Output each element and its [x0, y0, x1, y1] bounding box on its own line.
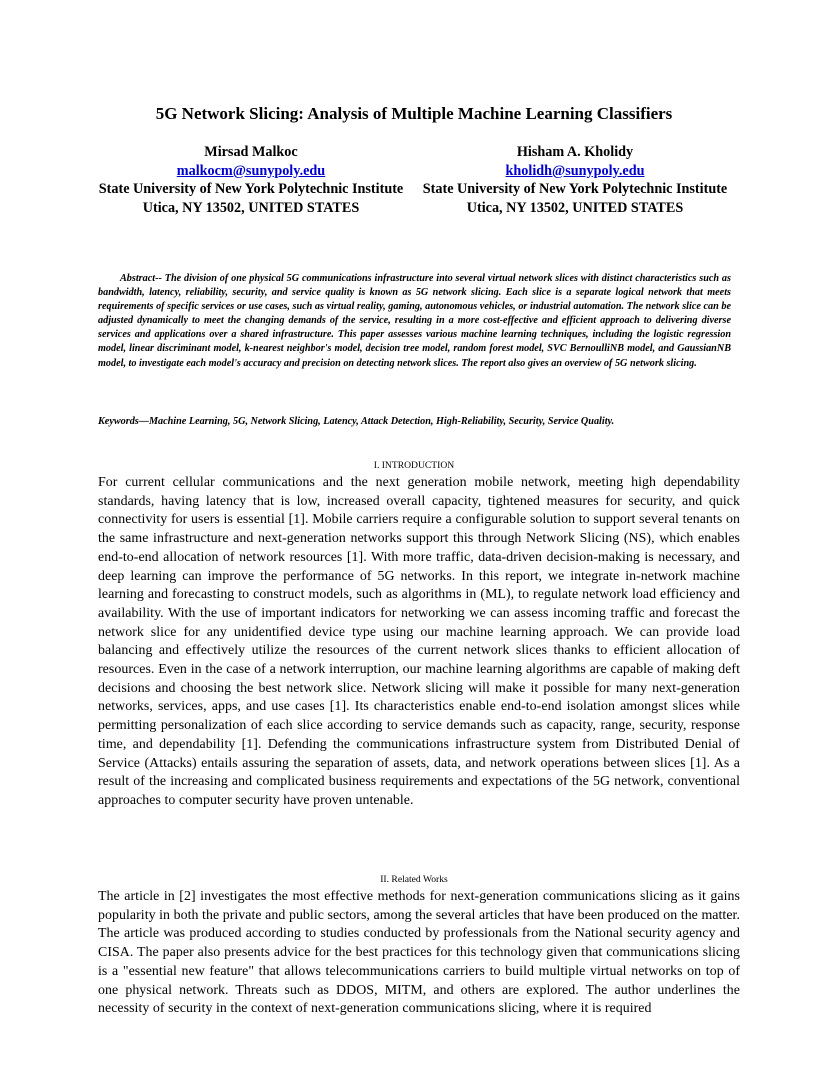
section-heading-introduction: I. INTRODUCTION [373, 460, 455, 471]
author-affiliation: State University of New York Polytechnic Institute Utica, NY 13502, UNITED STATES [422, 181, 728, 216]
abstract: Abstract-- The division of one physical 5G communications infrastructure into several virtual network slices with distinct characteristics such as bandwidth, latency, reliability, security, and service quality is known as 5G network slicing. Each slice is a separate logical network that meets requirements of specific services or use cases, such as virtual reality, gaming, autonomous vehicles, or industrial automation. The network slice can be adjusted dynamically to meet the changing demands of the service, resulting in a more cost-effective and efficient approach to delivering diverse services and applications over a shared infrastructure. This paper assesses various machine learning techniques, including the logistic regression model, linear discriminant model, k-nearest neighbor's model, decision tree model, random forest model, SVC BernoulliNB model, and GaussianNB model, to investigate each model's accuracy and precision on detecting network slices. The report also gives an overview of 5G network slicing. [98, 273, 731, 369]
related-works-paragraph: The article in [2] investigates the most effective methods for next-generation communications slicing as it gains popularity in both the private and public sectors, among the several articles that have been produced on the matter. The article was produced according to studies conducted by professionals from the National security agency and CISA. The paper also presents advice for the best practices for this technology given that communications slicing is a "essential new feature" that allows telecommunications carriers to build multiple virtual networks on top of one physical network. Threats such as DDOS, MITM, and others are explored. The author underlines the necessity of security in the context of next-generation communications slicing, where it is required [98, 889, 740, 1017]
author-block-2 [415, 143, 735, 217]
paper-title: 5G Network Slicing: Analysis of Multiple Machine Learning Classifiers [155, 104, 673, 123]
section-heading-related-works: II. Related Works [380, 874, 448, 885]
author-email-link[interactable]: kholidh@sunypoly.edu [505, 162, 645, 179]
author-affiliation: State University of New York Polytechnic Institute Utica, NY 13502, UNITED STATES [98, 181, 404, 216]
author-name: Hisham A. Kholidy [516, 144, 634, 160]
keywords: Keywords—Machine Learning, 5G, Network Slicing, Latency, Attack Detection, High-Reliability, Security, Service Quality. [98, 416, 615, 427]
author-block-1 [91, 143, 411, 217]
author-name: Mirsad Malkoc [204, 144, 298, 160]
author-email-link[interactable]: malkocm@sunypoly.edu [176, 162, 326, 179]
introduction-paragraph: For current cellular communications and the next generation mobile network, meeting high dependability standards, having latency that is low, increased overall capacity, tightened measures for security, and quick connectivity for users is essential [1]. Mobile carriers require a configurable solution to support several tenants on the same infrastructure and next-generation networks support this through Network Slicing (NS), which enables end-to-end allocation of network resources [1]. With more traffic, data-driven decision-making is necessary, and deep learning can improve the performance of 5G networks. In this report, we integrate in-network machine learning and forecasting to construct models, such as algorithms in (ML), to regulate network load efficiency and availability. With the use of important indicators for networking we can assess incoming traffic and forecast the network slice for any unidentified device type using our machine learning approach. We can provide load balancing and effectively utilize the resources of the current network slices thanks to efficient allocation of resources. Even in the case of a network interruption, our machine learning algorithms are capable of making deft decisions and choosing the best network slice. Network slicing will make it possible for many next-generation networks, services, apps, and use cases [1]. Its characteristics enable end-to-end isolation amongst slices while permitting personalization of each slice according to service demands such as capacity, range, security, response time, and dependability [1]. Defending the communications infrastructure system from Distributed Denial of Service (Attacks) entails assuring the separation of assets, data, and network operations between slices [1]. As a result of the increasing and complicated business requirements and expectations of the 5G network, conventional approaches to computer security have proven untenable. [98, 475, 740, 808]
